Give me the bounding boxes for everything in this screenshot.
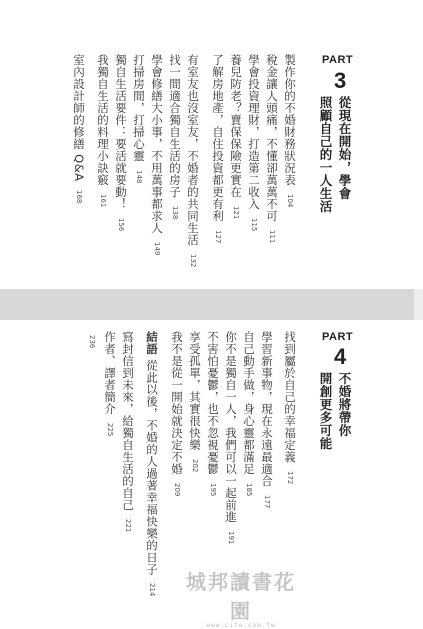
toc-entry[interactable]: 自己動手做，身心靈都滿足 185 [242, 331, 256, 497]
part4-number: 4 [334, 344, 347, 369]
section-divider-edge [414, 289, 423, 320]
toc-entry[interactable]: 你不是獨自一人，我們可以一起前進 191 [224, 331, 238, 545]
part4-title-line2: 開創更多可能 [318, 372, 333, 450]
toc-entry[interactable]: 享受孤單，其實很快樂 202 [188, 331, 202, 473]
section-divider-band [0, 289, 414, 320]
toc-entry[interactable]: 獨自生活要件：要活就要動！ 156 [114, 54, 128, 232]
watermark-logo: 城邦讀書花園 [186, 570, 296, 623]
epilogue-label: 結語 [145, 331, 159, 355]
toc-entry[interactable]: 學習新事物，現在永遠最適合 177 [260, 331, 274, 509]
part4-word: PART [322, 331, 354, 343]
toc-entry[interactable]: 找到屬於自己的幸福定義 172 [283, 331, 297, 485]
toc-entry[interactable]: 養兒防老？賣保保險更實在 121 [229, 54, 243, 220]
part3-number: 3 [334, 68, 347, 93]
toc-entry[interactable]: 了解房地產，自住投資都更有利 127 [211, 54, 225, 244]
toc-entry[interactable]: 我不是從一開始就決定不婚 209 [170, 331, 184, 497]
part3-title-line2: 照顧自己的一人生活 [318, 96, 333, 213]
part3-word: PART [322, 54, 354, 66]
toc-entry[interactable]: 稅金讓人頭痛，不懂卻萬萬不可 111 [265, 54, 279, 244]
part4-title-line1: 不婚將帶你 [337, 372, 352, 437]
toc-entry[interactable]: 打掃房間，打掃心靈 148 [132, 54, 146, 184]
toc-entry[interactable]: 我獨自生活的料理小訣竅 161 [96, 54, 110, 208]
toc-entry[interactable]: 作者、譯者簡介 225 [103, 331, 117, 437]
toc-entry[interactable]: 學會投資理財，打造第二收入 115 [247, 54, 261, 232]
toc-entry[interactable]: 236 [88, 335, 96, 349]
part3-title-line1: 從現在開始，學會 [337, 96, 352, 200]
toc-entry[interactable]: 找一間適合獨自生活的房子 138 [168, 54, 182, 220]
toc-entry[interactable]: 製作你的不婚財務狀況表 104 [283, 54, 297, 208]
toc-entry[interactable]: 室內設計師的修繕 Q&A 168 [72, 54, 86, 204]
watermark-url: www.cite.com.tw [206, 622, 276, 629]
toc-entry[interactable]: 不害怕憂鬱，也不忽視憂鬱 195 [206, 331, 220, 497]
toc-entry-epilogue[interactable]: 結語 從此以後，不婚的人過著幸福快樂的日子 214 [145, 331, 159, 597]
publisher-watermark [176, 566, 306, 629]
toc-entry[interactable]: 寫封信到未來，給獨自生活的自己 221 [121, 331, 135, 533]
toc-entry[interactable]: 有室友也沒室友，不婚者的共同生活 132 [186, 54, 200, 268]
toc-entry[interactable]: 學會修繕大小事，不用萬事都求人 149 [150, 54, 164, 256]
